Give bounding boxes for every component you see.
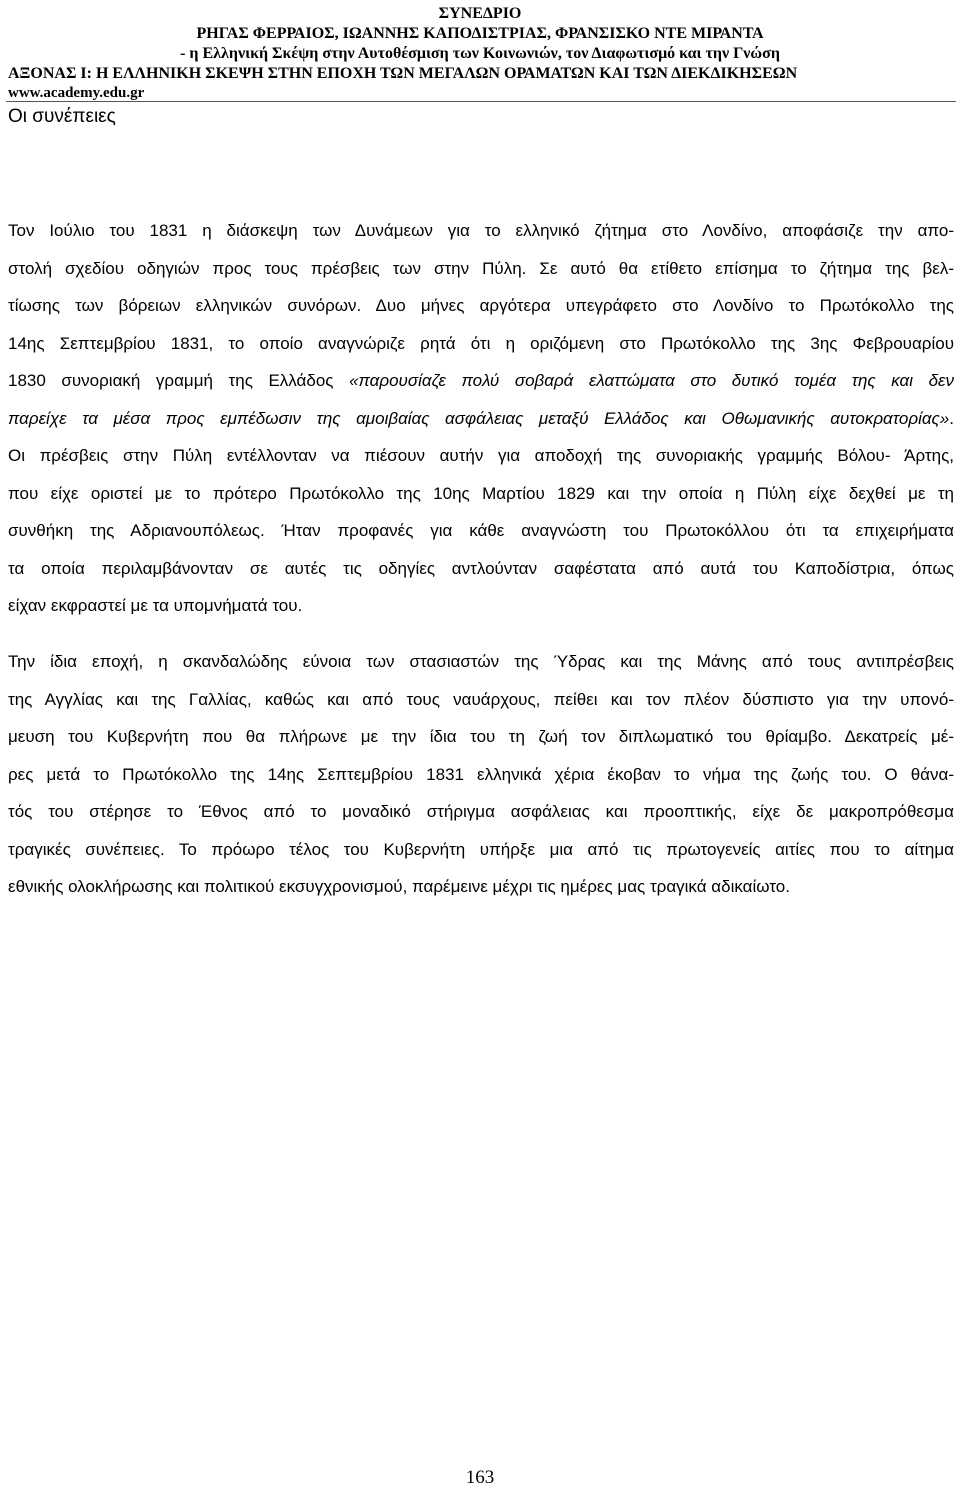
page-header — [0, 4, 960, 102]
header-conference-label: ΣΥΝΕΔΡΙΟ — [438, 5, 522, 22]
paragraph-2-line: μευση του Κυβερνήτη που θα πλήρωνε με την ίδια του τη ζωή τον διπλωματικό του θρίαμβο. Δεκατρείς μέ- — [8, 727, 954, 746]
paragraph-2-line: εθνικής ολοκλήρωσης και πολιτικού εκσυγχρονισμού, παρέμεινε μέχρι τις ημέρες μας τραγικά αδικαίωτο. — [8, 877, 790, 896]
paragraph-1-line: στολή σχεδίου οδηγιών προς τους πρέσβεις των στην Πύλη. Σε αυτό θα ετίθετο επίσημα το ζήτημα της βελ- — [8, 258, 954, 278]
paragraph-2-line: της Αγγλίας και της Γαλλίας, καθώς και από τους ναυάρχους, πείθει και τον πλέον δύσπιστο για την υπονό- — [8, 689, 954, 709]
paragraph-1-line: τίωσης των βόρειων ελληνικών συνόρων. Δυο μήνες αργότερα υπεγράφετο στο Λονδίνο το Πρωτόκολλο της — [8, 296, 954, 315]
header-axis-title: ΑΞΟΝΑΣ Ι: Η ΕΛΛΗΝΙΚΗ ΣΚΕΨΗ ΣΤΗΝ ΕΠΟΧΗ ΤΩΝ ΜΕΓΑΛΩΝ ΟΡΑΜΑΤΩΝ ΚΑΙ ΤΩΝ ΔΙΕΚΔΙΚΗΣΕΩΝ — [8, 65, 798, 82]
paragraph-2-line: Την ίδια εποχή, η σκανδαλώδης εύνοια των στασιαστών της Ύδρας και της Μάνης από τους αντιπρέσβεις — [8, 652, 954, 671]
paragraph-1-text: 1830 συνοριακή γραμμή της Ελλάδος — [8, 371, 350, 390]
paragraph-2 — [8, 643, 954, 906]
header-conference-title: ΡΗΓΑΣ ΦΕΡΡΑΙΟΣ, ΙΩΑΝΝΗΣ ΚΑΠΟΔΙΣΤΡΙΑΣ, ΦΡΑΝΣΙΣΚΟ ΝΤΕ ΜΙΡΑΝΤΑ — [196, 25, 764, 42]
header-conference-subtitle: - η Ελληνική Σκέψη στην Αυτοθέσμιση των Κοινωνιών, τον Διαφωτισμό και την Γνώση — [180, 45, 780, 62]
section-title: Οι συνέπειες — [8, 106, 116, 127]
header-divider — [6, 101, 956, 102]
paragraph-1-line — [8, 400, 954, 438]
paragraph-1-line: 14ης Σεπτεμβρίου 1831, το οποίο αναγνώριζε ρητά ότι η οριζόμενη στο Πρωτόκολλο της 3ης Φεβρουαρίου — [8, 333, 954, 353]
quote-text: παρείχε τα μέσα προς εμπέδωσιν της αμοιβαίας ασφάλειας μεταξύ Ελλάδος και Οθωμανικής αυτοκρατορίας» — [8, 408, 950, 428]
paragraph-1-text: . — [949, 408, 954, 428]
paragraph-1-line: τα οποία περιλαμβάνονταν σε αυτές τις οδηγίες αντλούνταν σαφέστατα από αυτά του Καποδίστρια, όπως — [8, 558, 954, 578]
page-number: 163 — [465, 1467, 495, 1488]
paragraph-1-line: είχαν εκφραστεί με τα υπομνήματά του. — [8, 596, 303, 615]
paragraph-1-line: που είχε οριστεί με το πρότερο Πρωτόκολλο της 10ης Μαρτίου 1829 και την οποία η Πύλη είχε δεχθεί με τη — [8, 483, 954, 503]
paragraph-1-line: Οι πρέσβεις στην Πύλη εντέλλονταν να πιέσουν αυτήν για αποδοχή της συνοριακής γραμμής Βόλου- Άρτης, — [8, 446, 954, 465]
paragraph-2-line: τός του στέρησε το Έθνος από το μοναδικό στήριγμα ασφάλειας και προοπτικής, είχε δε μακροπρόθεσμα — [8, 802, 954, 821]
paragraph-2-line: τραγικές συνέπειες. Το πρόωρο τέλος του Κυβερνήτη υπήρξε μια από τις πρωτογενείς αιτίες που το αίτημα — [8, 839, 954, 859]
paragraph-2-line: ρες μετά το Πρωτόκολλο της 14ης Σεπτεμβρίου 1831 ελληνικά χέρια έκοβαν το νήμα της ζωής του. Ο θάνα- — [8, 764, 954, 784]
quote-text: «παρουσίαζε πολύ σοβαρά ελαττώματα στο δυτικό τομέα της και δεν — [349, 371, 954, 390]
paragraph-1-line: Τον Ιούλιο του 1831 η διάσκεψη των Δυνάμεων για το ελληνικό ζήτημα στο Λονδίνο, αποφάσιζε την απο- — [8, 221, 954, 240]
paragraph-1-line: συνθήκη της Αδριανουπόλεως. Ήταν προφανές για κάθε αναγνώστη του Πρωτοκόλλου ότι τα επιχειρήματα — [8, 521, 954, 540]
header-website-link[interactable]: www.academy.edu.gr — [8, 85, 145, 101]
paragraph-1 — [8, 212, 954, 625]
paragraph-1-line — [8, 362, 954, 400]
